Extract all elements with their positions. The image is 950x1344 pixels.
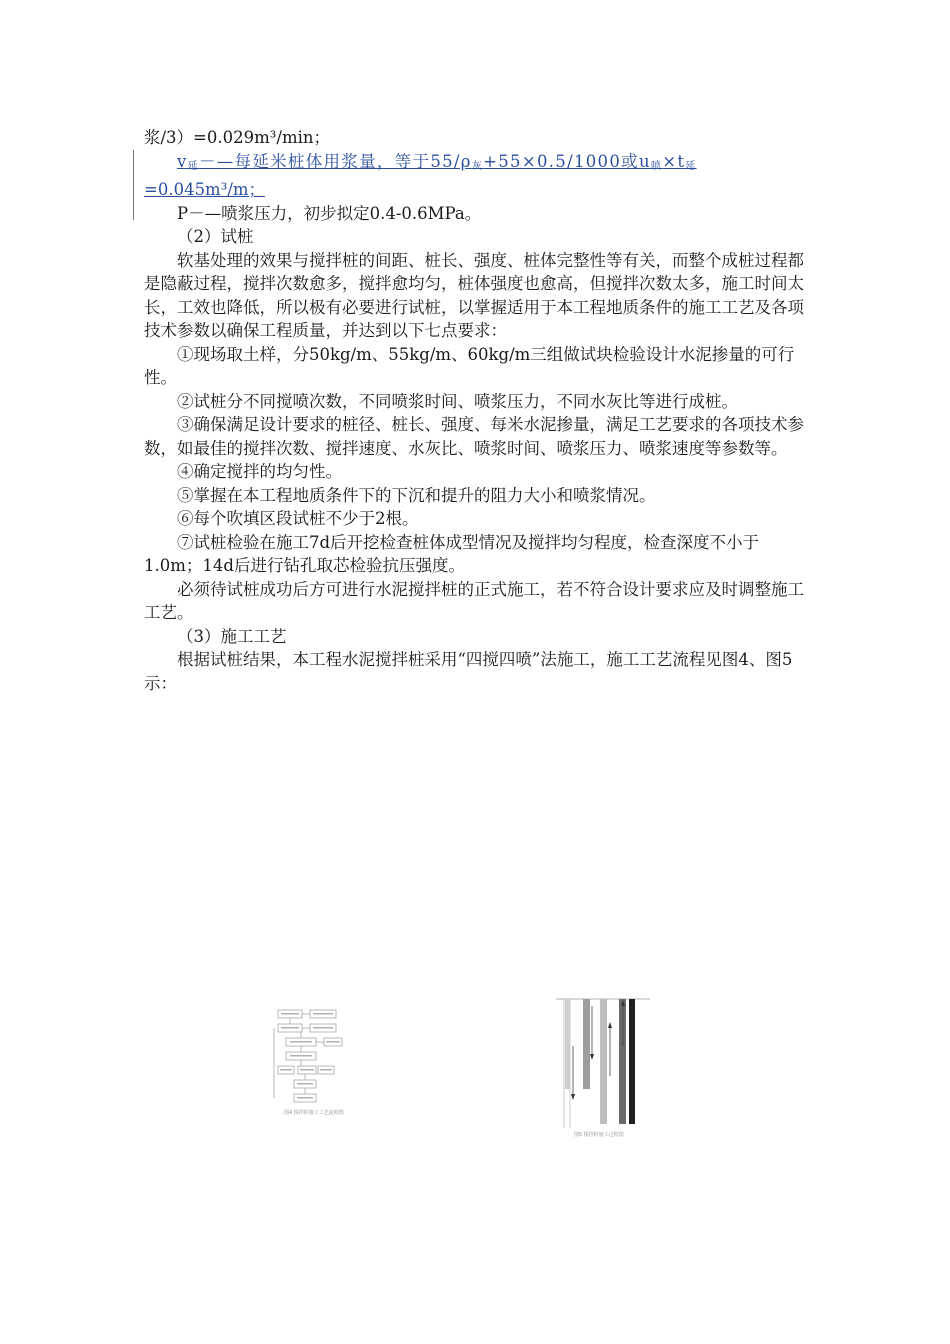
arrow-down — [590, 1054, 594, 1060]
figure-5-diagram — [556, 996, 656, 1141]
formula-text: 浆/3）=0.029m³/min； — [144, 128, 330, 147]
formula-part: －—每延米桩体用浆量，等于55/ρ — [198, 151, 472, 171]
pile-column — [600, 999, 607, 1124]
list-item-3: ③确保满足设计要求的桩径、桩长、强度、每米水泥掺量，满足工艺要求的各项技术参数，如最佳的搅拌次数、搅拌速度、水灰比、喷浆时间、喷浆压力、喷浆速度等参数等。 — [144, 415, 804, 458]
paragraph-1: 软基处理的效果与搅拌桩的间距、桩长、强度、桩体完整性等有关，而整个成桩过程都是隐蔽过程，搅拌次数愈多，搅拌愈均匀，桩体强度也愈高，但搅拌次数太多，施工时间太长，工效也降低，所以极有必要进行试桩，以掌握适用于本工程地质条件的施工工艺及各项技术参数以确保工程质量，并达到以下七点要求： — [144, 250, 804, 340]
list-item-4: ④确定搅拌的均匀性。 — [177, 462, 342, 481]
formula-result: =0.045m³/m； — [144, 180, 266, 199]
list-item-5: ⑤掌握在本工程地质条件下的下沉和提升的阻力大小和喷浆情况。 — [177, 485, 656, 505]
pile-column — [619, 999, 626, 1124]
list-item-7: ⑦试桩检验在施工7d后开挖检查桩体成型情况及搅拌均匀程度，检查深度不小于1.0m；14d后进行钻孔取芯检验抗压强度。 — [144, 532, 760, 575]
flowchart-graphic — [268, 1008, 358, 1108]
formula-line-3 — [144, 178, 809, 202]
list-item-1: ①现场取土样，分50kg/m、55kg/m、60kg/m三组做试块检验设计水泥掺量的可行性。 — [144, 344, 795, 387]
paragraph-2: 必须待试桩成功后方可进行水泥搅拌桩的正式施工，若不符合设计要求应及时调整施工工艺。 — [144, 579, 804, 622]
paragraph-3: 根据试桩结果，本工程水泥搅拌桩采用“四搅四喷”法施工，施工工艺流程见图4、图5示： — [144, 650, 793, 693]
list-item-2: ②试桩分不同搅喷次数，不同喷浆时间、喷浆压力，不同水灰比等进行成桩。 — [177, 391, 738, 411]
symbol-v: v — [177, 151, 188, 171]
subscript-hui: 灰 — [471, 160, 484, 172]
subscript-yan: 延 — [685, 160, 697, 172]
pile-process-graphic — [556, 996, 656, 1131]
subscript-yan: 延 — [187, 160, 199, 172]
formula-part: +55×0.5/1000或u — [483, 151, 651, 171]
body-text — [144, 126, 809, 695]
figure-4-flowchart — [268, 1008, 358, 1116]
formula-line-2 — [144, 150, 809, 179]
formula-part: ×t — [662, 151, 686, 171]
figure-4-caption: 图4 搅拌桩施工工艺流程图 — [284, 1110, 344, 1116]
section-heading-2: （2）试桩 — [177, 227, 254, 246]
list-item-6: ⑥每个吹填区段试桩不少于2根。 — [177, 509, 419, 528]
arrow-down — [571, 1094, 575, 1100]
figure-5-caption: 图5 搅拌桩施工过程图 — [574, 1132, 624, 1138]
arrow-up — [608, 1022, 612, 1028]
formula-line-1 — [144, 126, 809, 150]
revision-bar — [133, 150, 134, 220]
pile-column — [629, 999, 635, 1124]
pressure-line: P－—喷浆压力，初步拟定0.4-0.6MPa。 — [177, 203, 482, 223]
subscript-pen: 喷 — [650, 160, 663, 172]
section-heading-3: （3）施工工艺 — [177, 626, 287, 646]
pile-column — [583, 999, 590, 1089]
pile-column — [565, 999, 570, 1089]
